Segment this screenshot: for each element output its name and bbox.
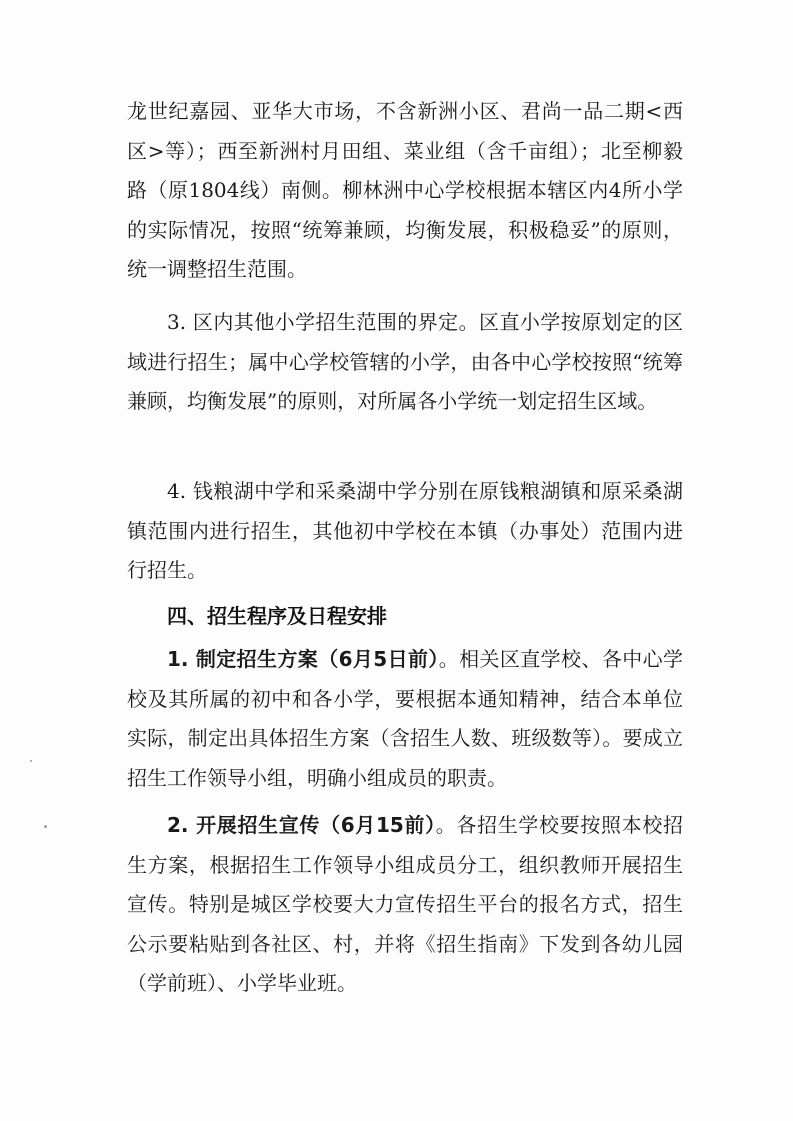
section-heading-4: 四、招生程序及日程安排 bbox=[167, 604, 387, 628]
scan-speck bbox=[44, 825, 47, 828]
paragraph-item-3: 3. 区内其他小学招生范围的界定。区直小学按原划定的区域进行招生；属中心学校管辖的小学，由各中心学校按照“统筹兼顾，均衡发展”的原则，对所属各小学统一划定招生区域。 bbox=[127, 310, 683, 413]
step-2-title: 2. 开展招生宣传（6月15前） bbox=[167, 813, 436, 837]
step-1-body: 。相关区直学校、各中心学校及其所属的初中和各小学，要根据本通知精神，结合本单位实际，制定出具体招生方案（含招生人数、班级数等）。要成立招生工作领导小组，明确小组成员的职责。 bbox=[127, 647, 683, 790]
paragraph-step-2 bbox=[127, 806, 683, 1004]
scan-speck bbox=[30, 760, 32, 762]
step-2-body: 。各招生学校要按照本校招生方案，根据招生工作领导小组成员分工，组织教师开展招生宣传。特别是城区学校要大力宣传招生平台的报名方式，招生公示要粘贴到各社区、村，并将《招生指南》下发到各幼儿园（学前班）、小学毕业班。 bbox=[127, 813, 683, 995]
paragraph-step-1 bbox=[127, 640, 683, 798]
step-1-title: 1. 制定招生方案（6月5日前） bbox=[167, 647, 439, 671]
paragraph-continuation: 龙世纪嘉园、亚华大市场，不含新洲小区、君尚一品二期<西区>等）；西至新洲村月田组、菜业组（含千亩组）；北至柳毅路（原1804线）南侧。柳林洲中心学校根据本辖区内4所小学的实际情况，按照“统筹兼顾，均衡发展，积极稳妥”的原则，统一调整招生范围。 bbox=[127, 99, 683, 281]
paragraph-item-4: 4. 钱粮湖中学和采桑湖中学分别在原钱粮湖镇和原采桑湖镇范围内进行招生，其他初中学校在本镇（办事处）范围内进行招生。 bbox=[127, 479, 683, 582]
